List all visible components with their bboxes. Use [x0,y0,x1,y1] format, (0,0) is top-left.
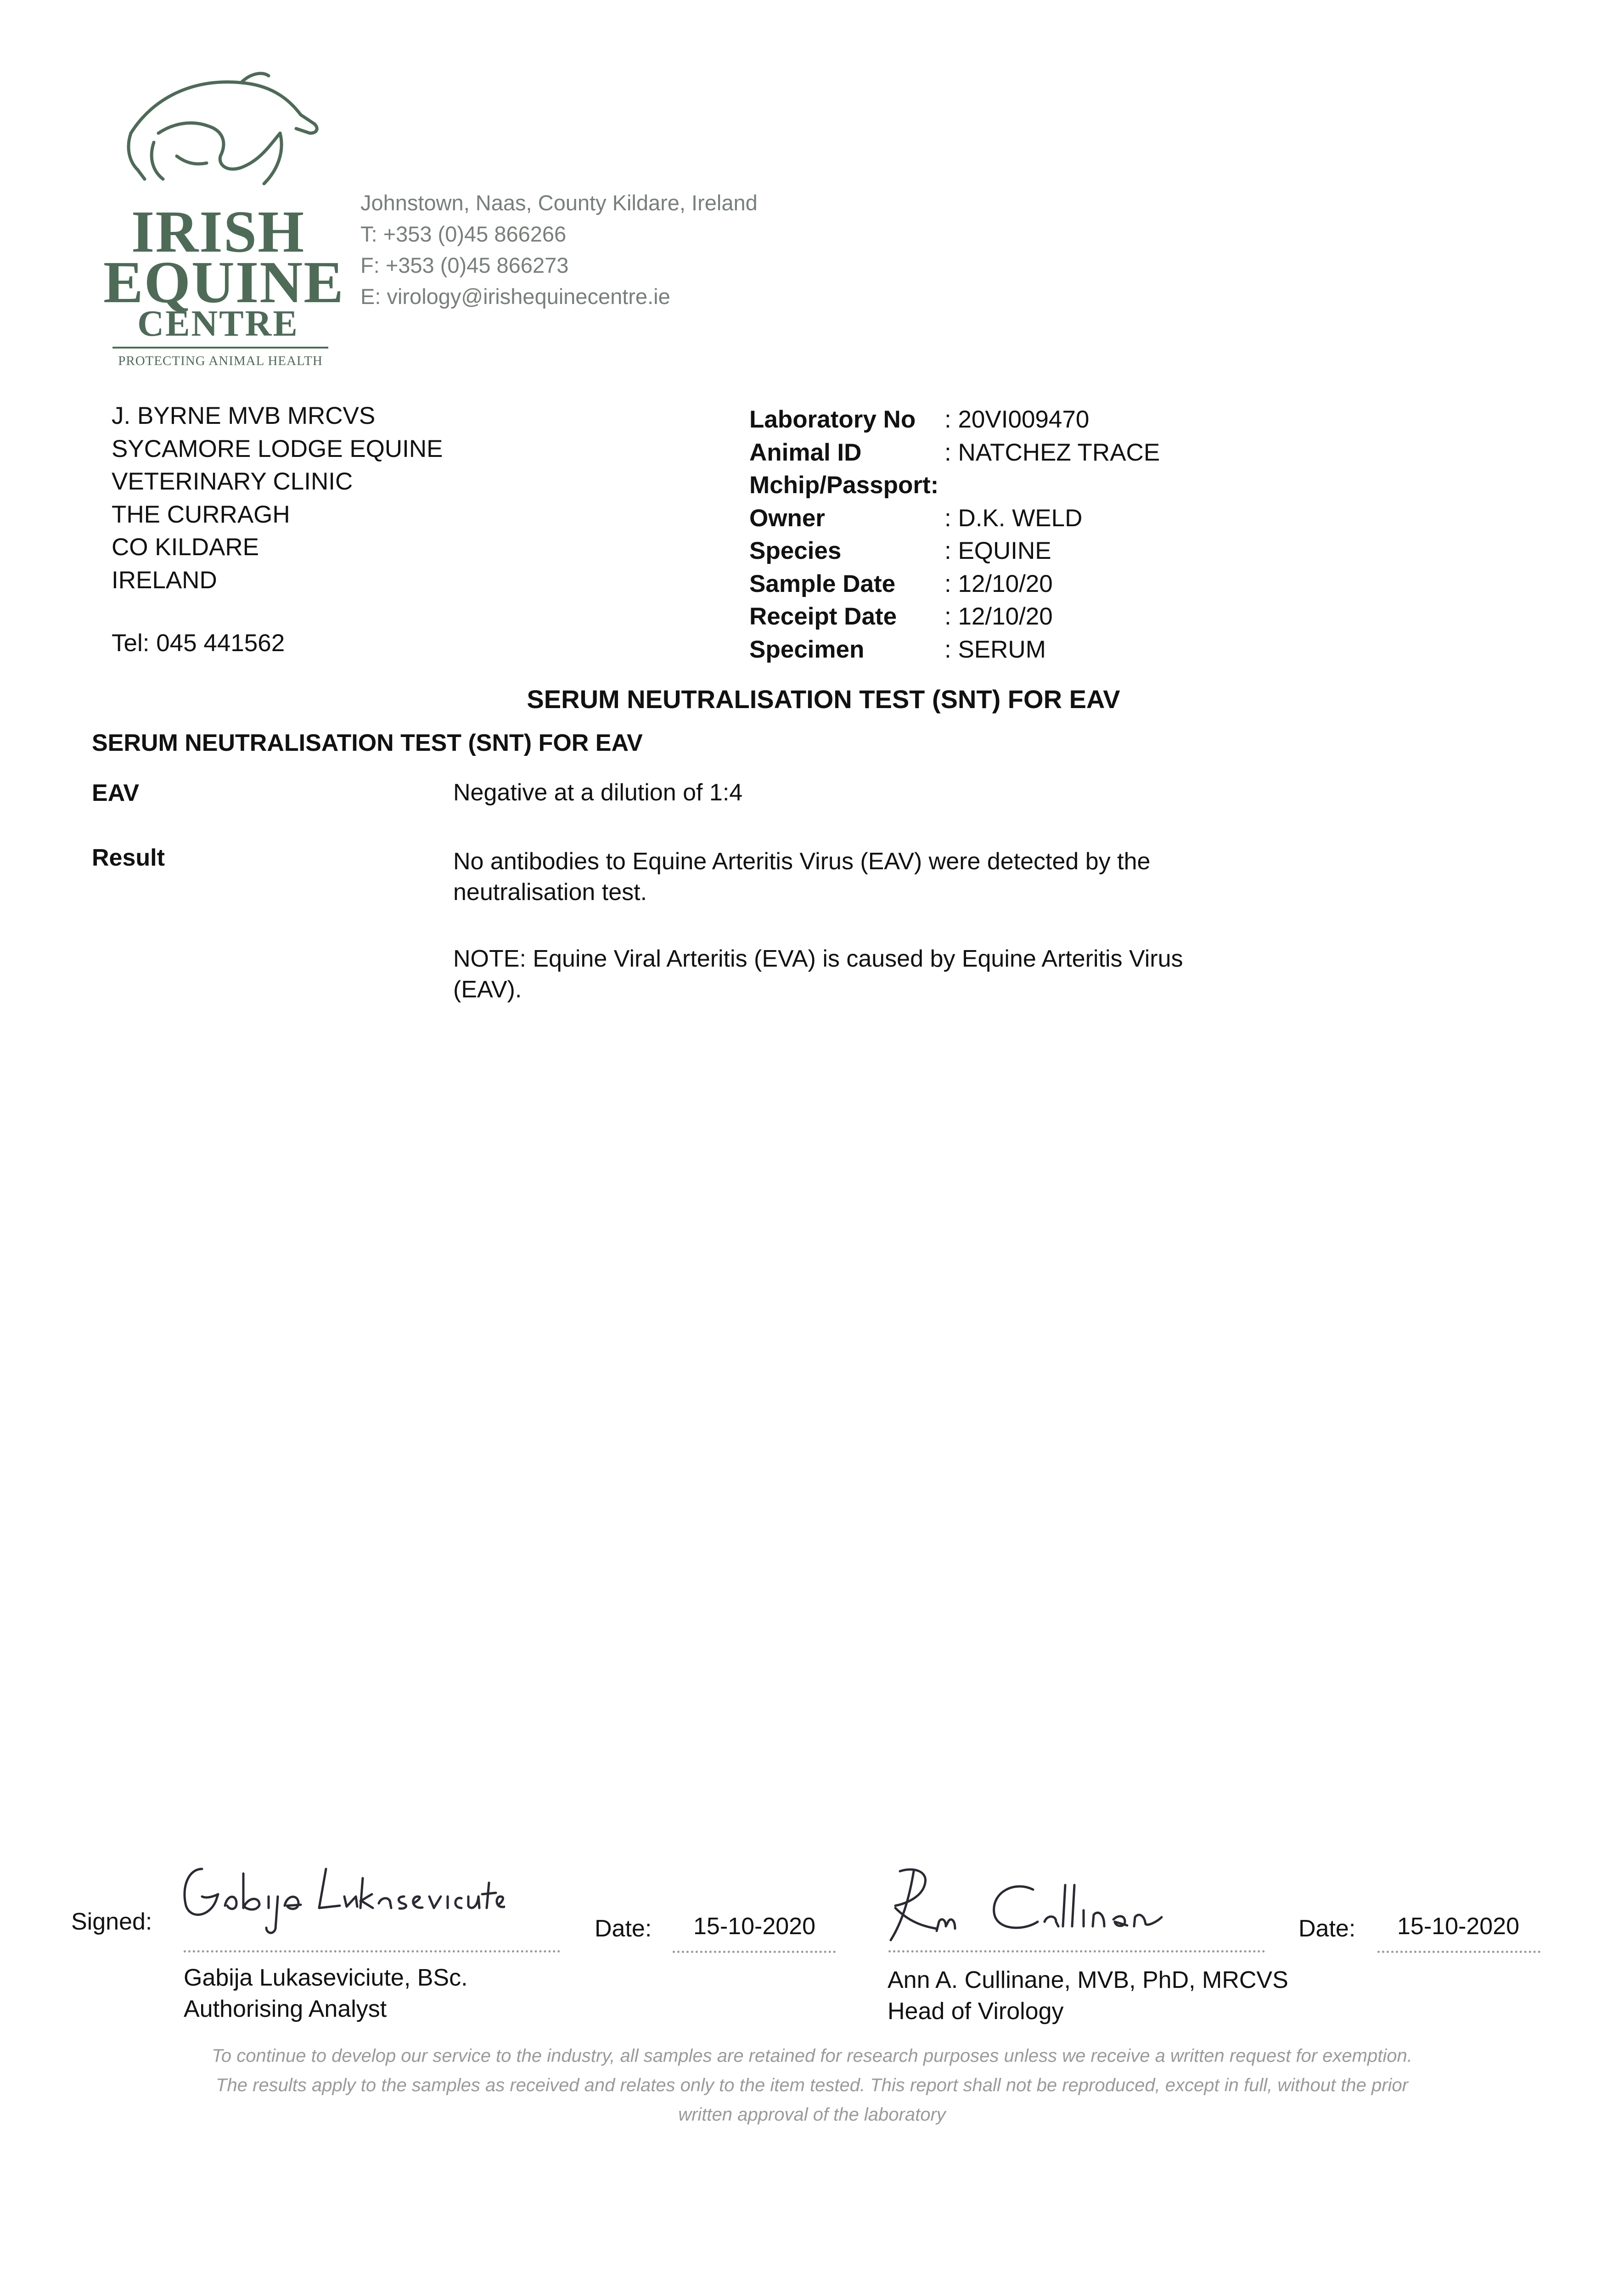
detail-label: Specimen [749,636,865,663]
signature-gabija-lukaseviciute [174,1851,505,1942]
lab-email[interactable]: E: virology@irishequinecentre.ie [360,284,670,309]
logo-centre-text: CENTRE [137,304,299,344]
detail-label: Receipt Date [749,603,897,630]
addressee-block [112,400,443,597]
sample-details [749,403,1160,666]
eav-value: Negative at a dilution of 1:4 [453,779,743,806]
addressee-tel: Tel: 045 441562 [112,630,285,657]
lab-phone: T: +353 (0)45 866266 [360,222,567,246]
detail-row-lab-no [749,403,1160,436]
detail-label: Species [749,537,842,564]
signature-line-right [888,1950,1265,1953]
result-label: Result [92,844,165,871]
detail-label: Sample Date [749,570,896,597]
detail-label: Owner [749,504,825,532]
footer-line: To continue to develop our service to the industry, all samples are retained for research purposes unless we receive a written request for exemption. [212,2046,1412,2066]
date-line-left [673,1951,836,1953]
detail-value: : EQUINE [944,537,1051,564]
signatory-left [184,1962,468,2025]
detail-value: : 20VI009470 [944,406,1090,433]
signatory-right [888,1964,1288,2027]
addressee-line: THE CURRAGH [112,501,290,528]
detail-row-specimen [749,633,1160,666]
eav-label: EAV [92,780,140,806]
footer-disclaimer [0,2041,1624,2129]
signatory-left-title: Authorising Analyst [184,1996,387,2022]
detail-row-species [749,535,1160,568]
logo-tagline: PROTECTING ANIMAL HEALTH [118,354,323,368]
detail-value: : 12/10/20 [944,570,1053,597]
detail-row-mchip [749,469,1160,502]
signature-line-left [184,1950,560,1953]
addressee-line: CO KILDARE [112,534,259,561]
detail-value: : NATCHEZ TRACE [944,439,1160,466]
signatory-right-name: Ann A. Cullinane, MVB, PhD, MRCVS [888,1967,1288,1993]
footer-line: The results apply to the samples as received and relates only to the item tested. This report shall not be reproduced, except in full, without the prior [216,2075,1408,2095]
date-line-right [1377,1951,1540,1953]
detail-value: : SERUM [944,636,1046,663]
lab-fax: F: +353 (0)45 866273 [360,253,569,277]
detail-row-owner [749,502,1160,535]
date-value-left: 15-10-2020 [693,1913,815,1940]
footer-line: written approval of the laboratory [678,2105,946,2125]
addressee-line: VETERINARY CLINIC [112,468,353,495]
result-text: No antibodies to Equine Arteritis Virus (EAV) were detected by the neutralisation test. [453,848,1151,906]
detail-row-receipt-date [749,600,1160,633]
logo-divider [112,347,328,349]
addressee-line: SYCAMORE LODGE EQUINE [112,435,443,462]
signatory-left-name: Gabija Lukaseviciute, BSc. [184,1964,468,1991]
addressee-line: IRELAND [112,566,217,594]
detail-value: : 12/10/20 [944,603,1053,630]
detail-label: Laboratory No [749,406,916,433]
date-label-right: Date: [1298,1915,1356,1942]
section-title: SERUM NEUTRALISATION TEST (SNT) FOR EAV [92,730,643,756]
signed-label: Signed: [71,1908,152,1935]
note-text: NOTE: Equine Viral Arteritis (EVA) is caused by Equine Arteritis Virus (EAV). [453,945,1183,1003]
irish-equine-centre-logo [103,64,342,377]
detail-value: : D.K. WELD [944,504,1083,532]
detail-row-sample-date [749,568,1160,601]
detail-label: Animal ID [749,439,862,466]
detail-row-animal-id [749,436,1160,469]
addressee-line: J. BYRNE MVB MRCVS [112,402,376,429]
lab-address: Johnstown, Naas, County Kildare, Ireland [360,191,758,215]
signatory-right-title: Head of Virology [888,1998,1064,2025]
logo-irish-text: IRISH [131,199,305,265]
date-label-left: Date: [595,1915,652,1942]
report-title: SERUM NEUTRALISATION TEST (SNT) FOR EAV [527,685,1120,714]
signature-ann-cullinane [882,1857,1212,1949]
horse-icon [103,64,333,202]
detail-label: Mchip/Passport: [749,472,939,499]
date-value-right: 15-10-2020 [1397,1913,1519,1940]
logo-equine-text: EQUINE [103,249,344,315]
lab-contact-block [360,187,758,312]
